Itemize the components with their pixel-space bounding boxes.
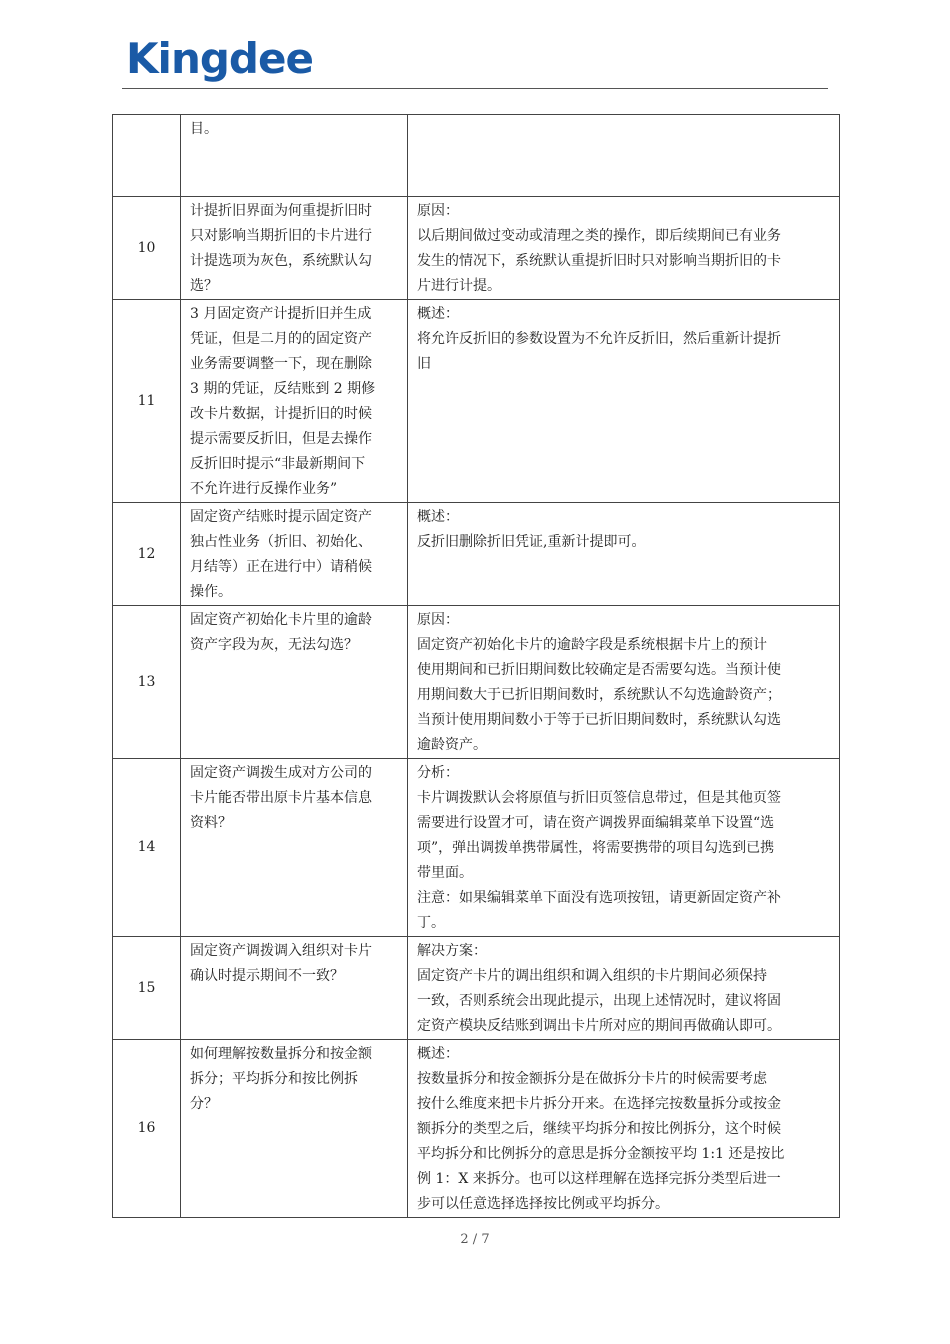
answer-line: 一致，否则系统会出现此提示，出现上述情况时，建议将固 [417,993,781,1009]
table-row [113,606,840,759]
answer-line: 反折旧删除折旧凭证,重新计提即可。 [417,534,646,550]
answer-line: 分析： [417,765,459,781]
row-number: 12 [137,545,156,562]
answer-line: 带里面。 [417,865,473,881]
answer-line: 片进行计提。 [417,278,501,294]
answer-line: 旧 [417,356,431,372]
row-number-cell [113,606,181,759]
kingdee-logo: Kingdee [126,34,313,83]
question-line: 固定资产调拨调入组织对卡片 [190,943,372,959]
answer-cell [408,115,840,197]
answer-line: 解决方案： [417,943,487,959]
header-divider [122,88,828,89]
answer-line: 额拆分的类型之后，继续平均拆分和按比例拆分，这个时候 [417,1121,781,1137]
answer-line: 概述： [417,306,459,322]
question-cell [181,606,408,759]
answer-line: 原因： [417,203,459,219]
row-number-cell [113,937,181,1040]
answer-line: 固定资产初始化卡片的逾龄字段是系统根据卡片上的预计 [417,637,767,653]
answer-line: 将允许反折旧的参数设置为不允许反折旧，然后重新计提折 [417,331,781,347]
question-line: 计提折旧界面为何重提折旧时 [190,203,372,219]
answer-line: 概述： [417,1046,459,1062]
question-line: 固定资产结账时提示固定资产 [190,509,372,525]
faq-table [112,114,840,1218]
question-line: 不允许进行反操作业务” [190,481,338,497]
question-cell [181,503,408,606]
question-line: 独占性业务（折旧、初始化、 [190,534,372,550]
answer-line: 定资产模块反结账到调出卡片所对应的期间再做确认即可。 [417,1018,781,1034]
table-row [113,300,840,503]
question-line: 计提选项为灰色，系统默认勾 [190,253,372,269]
question-line: 拆分；平均拆分和按比例拆 [190,1071,358,1087]
row-number-cell [113,1040,181,1218]
question-line: 3 月固定资产计提折旧并生成 [190,306,372,322]
answer-line: 固定资产卡片的调出组织和调入组织的卡片期间必须保持 [417,968,767,984]
answer-line: 逾龄资产。 [417,737,487,753]
question-cell [181,759,408,937]
answer-cell [408,300,840,503]
answer-line: 发生的情况下，系统默认重提折旧时只对影响当期折旧的卡 [417,253,781,269]
question-line: 凭证，但是二月的的固定资产 [190,331,372,347]
question-line: 只对影响当期折旧的卡片进行 [190,228,372,244]
answer-line: 使用期间和已折旧期间数比较确定是否需要勾选。当预计使 [417,662,781,678]
answer-cell [408,197,840,300]
question-line: 固定资产调拨生成对方公司的 [190,765,372,781]
table-row [113,759,840,937]
row-number: 13 [137,673,156,690]
row-number: 14 [137,839,156,855]
question-line: 操作。 [190,584,232,600]
answer-line: 原因： [417,612,459,628]
answer-cell [408,503,840,606]
row-number: 11 [137,392,156,409]
table-row [113,197,840,300]
question-line: 提示需要反折旧，但是去操作 [190,431,372,447]
question-cell [181,1040,408,1218]
question-line: 如何理解按数量拆分和按金额 [190,1046,372,1062]
question-cell [181,197,408,300]
row-number: 10 [137,239,156,256]
table-row [113,503,840,606]
answer-line: 概述： [417,509,459,525]
answer-line: 步可以任意选择选择按比例或平均拆分。 [417,1196,669,1212]
answer-line: 注意：如果编辑菜单下面没有选项按钮，请更新固定资产补 [417,890,781,906]
row-number: 16 [137,1120,156,1136]
question-line: 分？ [190,1096,218,1112]
answer-line: 按数量拆分和按金额拆分是在做拆分卡片的时候需要考虑 [417,1071,767,1087]
page-number: 2 / 7 [460,1232,490,1247]
answer-cell [408,1040,840,1218]
question-line: 选？ [190,278,218,294]
answer-line: 以后期间做过变动或清理之类的操作，即后续期间已有业务 [417,228,781,244]
answer-cell [408,759,840,937]
question-cell [181,115,408,197]
row-number-cell [113,759,181,937]
row-number-cell [113,503,181,606]
question-line: 3 期的凭证，反结账到 2 期修 [190,381,376,397]
question-line: 卡片能否带出原卡片基本信息 [190,790,372,806]
question-cell [181,300,408,503]
answer-line: 需要进行设置才可，请在资产调拨界面编辑菜单下设置“选 [417,815,775,831]
table-row [113,937,840,1040]
answer-line: 按什么维度来把卡片拆分开来。在选择完按数量拆分或按金 [417,1096,781,1112]
question-line: 固定资产初始化卡片里的逾龄 [190,612,372,628]
answer-line: 平均拆分和比例拆分的意思是拆分金额按平均 1:1 还是按比 [417,1146,785,1162]
row-number-cell [113,115,181,197]
row-number-cell [113,197,181,300]
question-line: 改卡片数据，计提折旧的时候 [190,406,372,422]
answer-line: 项”，弹出调拨单携带属性，将需要携带的项目勾选到已携 [417,840,775,856]
question-line: 反折旧时提示“非最新期间下 [190,456,366,472]
answer-line: 当预计使用期间数小于等于已折旧期间数时，系统默认勾选 [417,712,781,728]
question-line: 资产字段为灰，无法勾选？ [190,637,358,653]
answer-line: 卡片调拨默认会将原值与折旧页签信息带过，但是其他页签 [417,790,781,806]
table-row [113,115,840,197]
answer-line: 用期间数大于已折旧期间数时，系统默认不勾选逾龄资产； [417,687,781,703]
question-line: 目。 [190,121,218,137]
answer-cell [408,606,840,759]
question-line: 业务需要调整一下，现在删除 [190,356,372,372]
question-line: 月结等）正在进行中）请稍候 [190,559,372,575]
answer-cell [408,937,840,1040]
table-row [113,1040,840,1218]
row-number-cell [113,300,181,503]
question-line: 资料？ [190,815,232,831]
row-number: 15 [137,979,156,996]
answer-line: 丁。 [417,915,445,931]
question-line: 确认时提示期间不一致？ [190,968,344,984]
question-cell [181,937,408,1040]
answer-line: 例 1：X 来拆分。也可以这样理解在选择完拆分类型后进一 [417,1171,781,1187]
